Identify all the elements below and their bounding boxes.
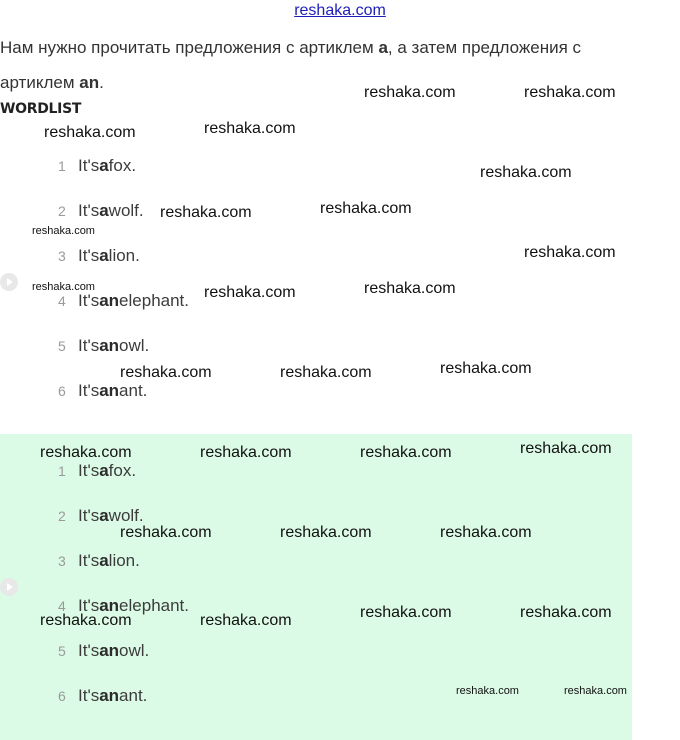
item-article: a [99, 156, 109, 175]
item-article: an [99, 596, 120, 615]
watermark: reshaka.com [200, 612, 292, 629]
wordlist-heading: WORDLIST [0, 101, 82, 117]
item-pre: It's [78, 156, 100, 175]
item-noun: wolf. [108, 201, 144, 220]
item-noun: elephant. [119, 291, 189, 310]
list-item [58, 334, 149, 358]
play-icon[interactable] [0, 273, 18, 291]
item-number: 4 [58, 598, 66, 614]
item-number: 6 [58, 688, 66, 704]
item-article: an [99, 381, 120, 400]
item-number: 1 [58, 463, 66, 479]
wordlist-panel-highlighted [0, 434, 632, 740]
item-article: a [99, 461, 109, 480]
watermark: reshaka.com [120, 364, 212, 381]
item-pre: It's [78, 381, 100, 400]
item-noun: lion. [108, 551, 140, 570]
item-noun: elephant. [119, 596, 189, 615]
item-pre: It's [78, 461, 100, 480]
watermark: reshaka.com [524, 244, 616, 261]
item-pre: It's [78, 551, 100, 570]
site-title-link[interactable]: reshaka.com [294, 2, 386, 19]
intro-part-3: . [99, 73, 104, 92]
watermark: reshaka.com [160, 204, 252, 221]
item-number: 6 [58, 383, 66, 399]
watermark: reshaka.com [564, 685, 627, 697]
watermark: reshaka.com [360, 444, 452, 461]
watermark: reshaka.com [40, 612, 132, 629]
item-article: an [99, 641, 120, 660]
watermark: reshaka.com [280, 524, 372, 541]
watermark: reshaka.com [40, 444, 132, 461]
item-pre: It's [78, 596, 100, 615]
item-article: a [99, 506, 109, 525]
item-number: 3 [58, 248, 66, 264]
intro-part-2: , а затем предложения с артиклем [0, 38, 582, 92]
item-number: 2 [58, 203, 66, 219]
watermark: reshaka.com [32, 225, 95, 237]
list-item [58, 639, 149, 663]
watermark: reshaka.com [280, 364, 372, 381]
watermark: reshaka.com [204, 284, 296, 301]
watermark: reshaka.com [120, 524, 212, 541]
list-item [58, 459, 136, 483]
item-number: 1 [58, 158, 66, 174]
watermark: reshaka.com [32, 281, 95, 293]
watermark: reshaka.com [520, 604, 612, 621]
item-article: a [99, 246, 109, 265]
item-pre: It's [78, 246, 100, 265]
item-number: 3 [58, 553, 66, 569]
item-noun: ant. [119, 686, 148, 705]
item-noun: ant. [119, 381, 148, 400]
item-article: a [99, 201, 109, 220]
watermark: reshaka.com [364, 84, 456, 101]
item-pre: It's [78, 201, 100, 220]
item-pre: It's [78, 291, 100, 310]
item-number: 4 [58, 293, 66, 309]
item-article: an [99, 336, 120, 355]
item-article: a [99, 551, 109, 570]
intro-part-1: Нам нужно прочитать предложения с артиклем [0, 38, 379, 57]
list-item [58, 684, 147, 708]
watermark: reshaka.com [204, 120, 296, 137]
item-noun: fox. [108, 461, 137, 480]
item-number: 2 [58, 508, 66, 524]
watermark: reshaka.com [480, 164, 572, 181]
watermark: reshaka.com [524, 84, 616, 101]
watermark: reshaka.com [44, 124, 136, 141]
watermark: reshaka.com [200, 444, 292, 461]
item-noun: wolf. [108, 506, 144, 525]
item-pre: It's [78, 686, 100, 705]
watermark: reshaka.com [440, 524, 532, 541]
item-number: 5 [58, 338, 66, 354]
item-pre: It's [78, 506, 100, 525]
watermark: reshaka.com [360, 604, 452, 621]
item-noun: owl. [119, 336, 150, 355]
watermark: reshaka.com [440, 360, 532, 377]
item-noun: owl. [119, 641, 150, 660]
list-item [58, 379, 147, 403]
intro-article-a: a [378, 38, 388, 57]
item-number: 5 [58, 643, 66, 659]
item-pre: It's [78, 641, 100, 660]
watermark: reshaka.com [364, 280, 456, 297]
list-item [58, 244, 140, 268]
item-noun: lion. [108, 246, 140, 265]
item-noun: fox. [108, 156, 137, 175]
play-icon[interactable] [0, 578, 18, 596]
list-item [58, 154, 136, 178]
item-pre: It's [78, 336, 100, 355]
list-item [58, 549, 140, 573]
watermark: reshaka.com [520, 440, 612, 457]
watermark: reshaka.com [320, 200, 412, 217]
item-article: an [99, 291, 120, 310]
watermark: reshaka.com [456, 685, 519, 697]
intro-article-an: an [79, 73, 100, 92]
item-article: an [99, 686, 120, 705]
list-item [58, 199, 144, 223]
